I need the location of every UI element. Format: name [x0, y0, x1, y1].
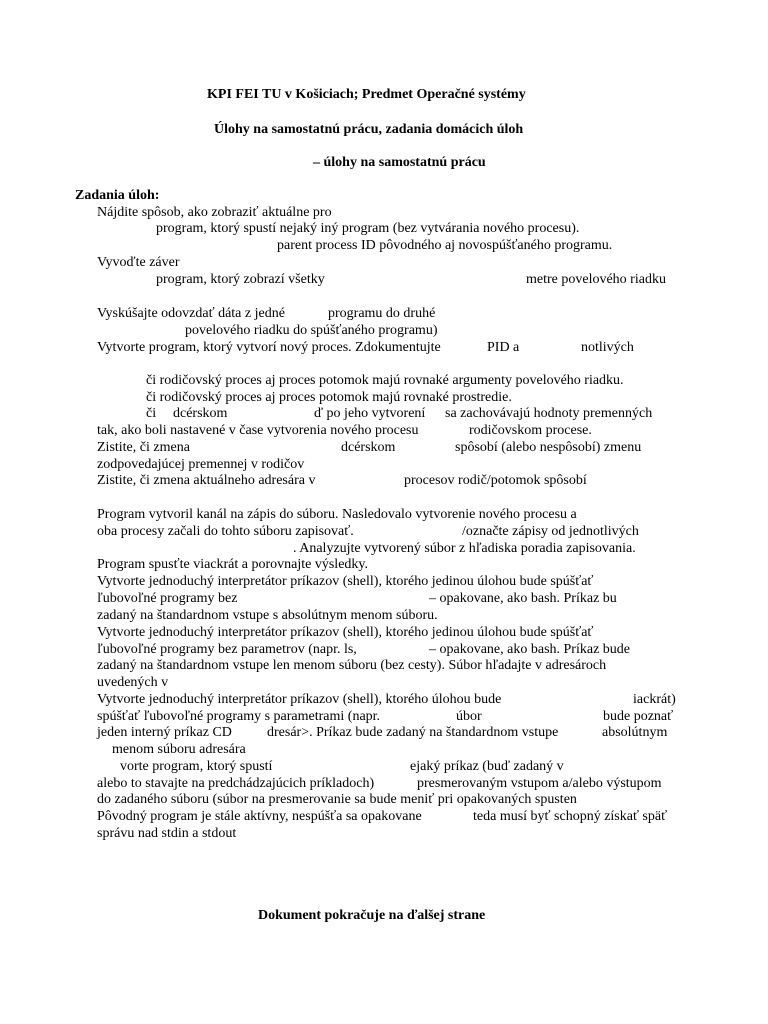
text-line: teda musí byť schopný získať späť — [473, 809, 668, 824]
text-line: Program spusťte viackrát a porovnajte výsledky. — [97, 557, 369, 572]
text-line: Program vytvoril kanál na zápis do súboru. Nasledovalo vytvorenie nového procesu a — [97, 507, 577, 522]
text-line: úbor — [456, 709, 482, 724]
text-line: tak, ako boli nastavené v čase vytvorenia nového procesu — [97, 423, 419, 438]
text-line: programu do druhé — [328, 306, 436, 321]
text-line: dresár>. Príkaz bude zadaný na štandardnom vstupe — [267, 725, 559, 740]
text-line: – opakovane, ako bash. Príkaz bude — [429, 642, 630, 657]
text-line: Vytvorte jednoduchý interpretátor príkazov (shell), ktorého jedinou úlohou bude spúšťať — [97, 625, 594, 640]
text-line: Zistite, či zmena — [97, 440, 190, 455]
text-line: Pôvodný program je stále aktívny, nespúšťa sa opakovane — [97, 809, 422, 824]
text-line: – opakovane, ako bash. Príkaz bu — [429, 591, 617, 606]
text-line: Vytvorte program, ktorý vytvorí nový proces. Zdokumentujte — [97, 340, 441, 355]
text-line: uvedených v — [97, 675, 169, 690]
text-line: rodičovskom procese. — [469, 423, 592, 438]
text-line: zadaný na štandardnom vstupe s absolútnym menom súboru. — [97, 608, 438, 623]
text-line: vorte program, ktorý spustí — [120, 759, 273, 774]
text-line: dcérskom — [341, 440, 396, 455]
text-line: Vytvorte jednoduchý interpretátor príkazov (shell), ktorého jedinou úlohou bude spúšťať — [97, 574, 594, 589]
text-line: bude poznať — [603, 709, 674, 724]
text-line: notlivých — [581, 340, 634, 355]
text-line: ľubovoľné programy bez parametrov (napr. ls, — [97, 642, 357, 657]
text-line: sa zachovávajú hodnoty premenných — [445, 406, 653, 421]
tasks-heading: Zadania úloh: — [75, 188, 160, 203]
text-line: alebo to stavajte na predchádzajúcich príkladoch) — [97, 776, 375, 791]
text-line: do zadaného súboru (súbor na presmerovanie sa bude meniť pri opakovaných spusten — [97, 792, 577, 807]
section-heading: – úlohy na samostatnú prácu — [313, 155, 486, 170]
text-line: oba procesy začali do tohto súboru zapisovať. — [97, 524, 354, 539]
document-title: KPI FEI TU v Košiciach; Predmet Operačné systémy — [207, 87, 526, 102]
text-line: /označte zápisy od jednotlivých — [462, 524, 639, 539]
text-line: iackrát) — [633, 692, 676, 707]
text-line: procesov rodič/potomok spôsobí — [404, 473, 587, 488]
text-line: či rodičovský proces aj proces potomok majú rovnaké argumenty povelového riadku. — [146, 373, 624, 388]
text-line: Zistite, či zmena aktuálneho adresára v — [97, 473, 316, 488]
text-line: program, ktorý spustí nejaký iný program (bez vytvárania nového procesu). — [156, 221, 580, 236]
text-line: dcérskom — [173, 406, 228, 421]
text-line: Vyskúšajte odovzdať dáta z jedné — [97, 306, 285, 321]
text-line: . Analyzujte vytvorený súbor z hľadiska poradia zapisovania. — [293, 541, 636, 556]
text-line: PID a — [487, 340, 520, 355]
text-line: zadaný na štandardnom vstupe len menom súboru (bez cesty). Súbor hľadajte v adresároch — [97, 658, 607, 673]
text-line: spúšťať ľubovoľné programy s parametrami (napr. — [97, 709, 381, 724]
text-line: spôsobí (alebo nespôsobí) zmenu — [455, 440, 642, 455]
text-line: zodpovedajúcej premennej v rodičov — [97, 457, 305, 472]
text-line: ejaký príkaz (buď zadaný v — [410, 759, 564, 774]
text-line: Vytvorte jednoduchý interpretátor príkazov (shell), ktorého úlohou bude — [97, 692, 502, 707]
text-line: Nájdite spôsob, ako zobraziť aktuálne pro — [97, 205, 332, 220]
text-line: Vyvoďte záver — [97, 255, 180, 270]
document-subtitle: Úlohy na samostatnú prácu, zadania domácich úloh — [214, 122, 524, 137]
text-line: parent process ID pôvodného aj novospúšťaného programu. — [277, 238, 613, 253]
text-line: metre povelového riadku — [526, 272, 666, 287]
text-line: ľubovoľné programy bez — [97, 591, 238, 606]
continuation-note: Dokument pokračuje na ďalšej strane — [258, 908, 486, 923]
text-line: jeden interný príkaz CD — [97, 725, 232, 740]
text-line: absolútnym — [602, 725, 668, 740]
text-line: či rodičovský proces aj proces potomok majú rovnaké prostredie. — [146, 390, 512, 405]
text-line: program, ktorý zobrazí všetky — [156, 272, 325, 287]
text-line: menom súboru adresára — [112, 742, 246, 757]
text-line: povelového riadku do spúšťaného programu) — [185, 323, 438, 338]
text-line: presmerovaným vstupom a/alebo výstupom — [417, 776, 662, 791]
text-line: či — [146, 406, 157, 421]
text-line: správu nad stdin a stdout — [97, 826, 237, 841]
text-line: ď po jeho vytvorení — [314, 406, 426, 421]
